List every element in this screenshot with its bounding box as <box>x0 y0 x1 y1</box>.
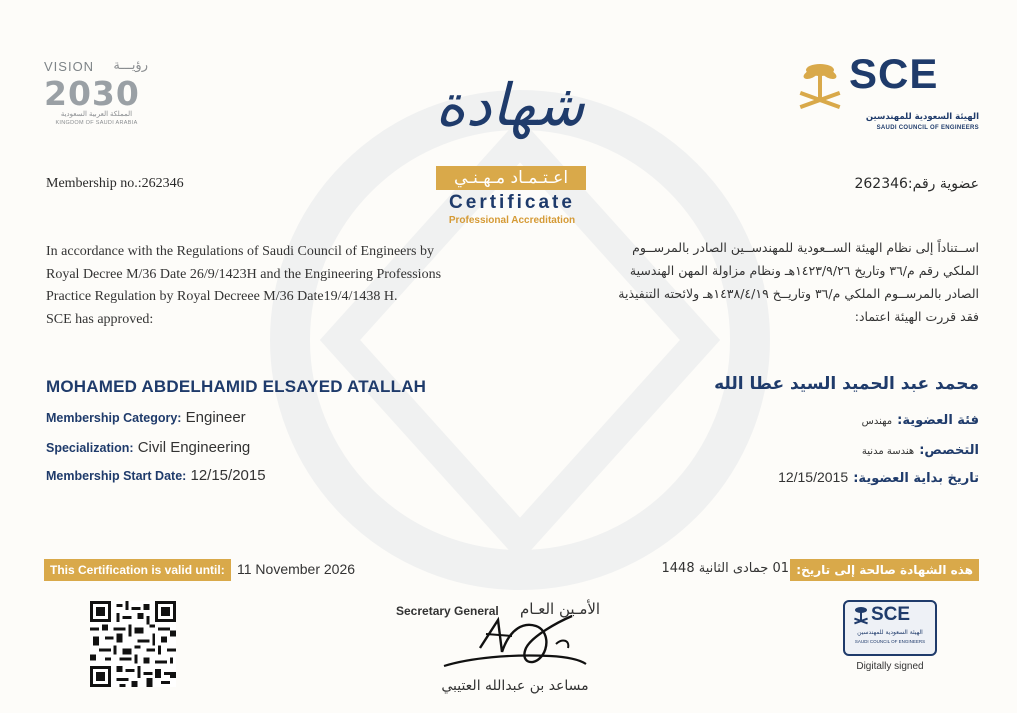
ksa-name-en: KINGDOM OF SAUDI ARABIA <box>55 120 138 126</box>
start-label-en: Membership Start Date: <box>46 469 187 483</box>
secretary-general-title-en: Secretary General <box>396 604 499 618</box>
certificate-title-ar: شهادة <box>435 71 585 139</box>
stamp-name-en: SAUDI COUNCIL OF ENGINEERS <box>854 639 926 644</box>
accreditation-band-ar: اعـتـمـاد مـهـنـي <box>436 166 586 190</box>
handwritten-signature <box>440 608 590 680</box>
specialization-label-en: Specialization: <box>46 441 134 455</box>
validity-value-en: 11 November 2026 <box>237 561 356 577</box>
ksa-name-ar: المملكة العربية السعودية <box>60 111 133 118</box>
validity-value-ar: 01 جمادى الثانية 1448 <box>661 561 789 576</box>
start-value-en: 12/15/2015 <box>190 467 266 484</box>
stamp-letters: SCE <box>871 604 911 625</box>
accordance-paragraph-en <box>46 241 486 331</box>
certificate-title-en: Certificate <box>449 192 575 213</box>
digital-signature-stamp <box>843 600 937 656</box>
paragraph-line-ar: الملكي رقم م/٣٦ وتاريخ ١٤٢٣/٩/٢٦هـ ونظام مزاولة المهن الهندسية <box>629 263 979 278</box>
specialization-en <box>46 439 250 456</box>
start-label-ar: تاريخ بداية العضوية: <box>853 471 979 486</box>
stamp-name-ar: الهيئة السعودية للمهندسين <box>857 629 923 636</box>
start-value-ar: 12/15/2015 <box>778 469 849 485</box>
paragraph-line-ar: فقد قررت الهيئة اعتماد: <box>854 309 979 324</box>
membership-category-en <box>46 409 246 426</box>
membership-label-en: Membership no.: <box>46 176 142 191</box>
membership-number-en <box>46 176 184 192</box>
membership-category-ar <box>862 409 979 428</box>
secretary-general-name-ar: مساعد بن عبدالله العتيبي <box>441 678 589 694</box>
specialization-label-ar: التخصص: <box>919 443 979 458</box>
holder-name-en: MOHAMED ABDELHAMID ELSAYED ATALLAH <box>46 377 427 396</box>
category-value-en: Engineer <box>185 409 246 426</box>
paragraph-line: Royal Decree M/36 Date 26/9/1423H and the Engineering Professions <box>46 266 442 282</box>
vision-year: 2030 <box>44 74 140 113</box>
membership-number-value-ar: 262346 <box>854 176 908 192</box>
category-label-en: Membership Category: <box>46 411 182 425</box>
membership-number-ar <box>854 176 979 192</box>
holder-name-ar: محمد عبد الحميد السيد عطا الله <box>714 374 979 394</box>
digitally-signed-caption: Digitally signed <box>856 661 924 672</box>
specialization-ar <box>862 439 979 458</box>
category-label-ar: فئة العضوية: <box>897 413 979 428</box>
secretary-general-title-ar: الأمـين العـام <box>520 600 601 618</box>
sce-letters: SCE <box>849 50 939 97</box>
paragraph-line: SCE has approved: <box>46 311 154 327</box>
certificate-subtitle: Professional Accreditation <box>448 215 576 226</box>
paragraph-line: Practice Regulation by Royal Decreee M/36 Date19/4/1438 H. <box>46 289 398 304</box>
paragraph-line-ar: الصادر بالمرســوم الملكي م/٣٦ وتاريــخ ١٤٣٨/٤/١٩هـ ولائحته التنفيذية <box>618 286 979 301</box>
membership-number-value: 262346 <box>141 176 184 191</box>
accordance-paragraph-ar <box>539 236 979 328</box>
paragraph-line-ar: اســتناداً إلى نظام الهيئة الســعودية للمهندســين الصادر بالمرســوم <box>632 240 979 255</box>
vision-2030-logo <box>44 58 154 128</box>
verification-qr-code[interactable] <box>90 601 176 687</box>
validity-label-ar: هذه الشهادة صالحة إلى تاريخ: <box>790 559 979 581</box>
specialization-value-en: Civil Engineering <box>137 439 251 456</box>
membership-start-en <box>46 467 266 484</box>
vision-label-ar: رؤيـــة <box>113 58 148 73</box>
category-value-ar: مهندس <box>861 416 893 427</box>
membership-label-ar: عضوية رقم: <box>907 176 979 192</box>
palm-swords-emblem-icon <box>853 606 869 626</box>
sce-name-ar: الهيئة السعودية للمهندسين <box>865 112 979 122</box>
membership-start-ar <box>778 467 979 486</box>
palm-swords-emblem-icon <box>795 60 845 116</box>
validity-label-en: This Certification is valid until: <box>44 559 231 581</box>
sce-logo <box>795 50 985 136</box>
specialization-value-ar: هندسة مدنية <box>861 446 915 457</box>
paragraph-line: In accordance with the Regulations of Saudi Council of Engineers by <box>46 244 435 259</box>
vision-label: VISION <box>44 59 95 74</box>
sce-name-en: SAUDI COUNCIL OF ENGINEERS <box>876 125 979 131</box>
